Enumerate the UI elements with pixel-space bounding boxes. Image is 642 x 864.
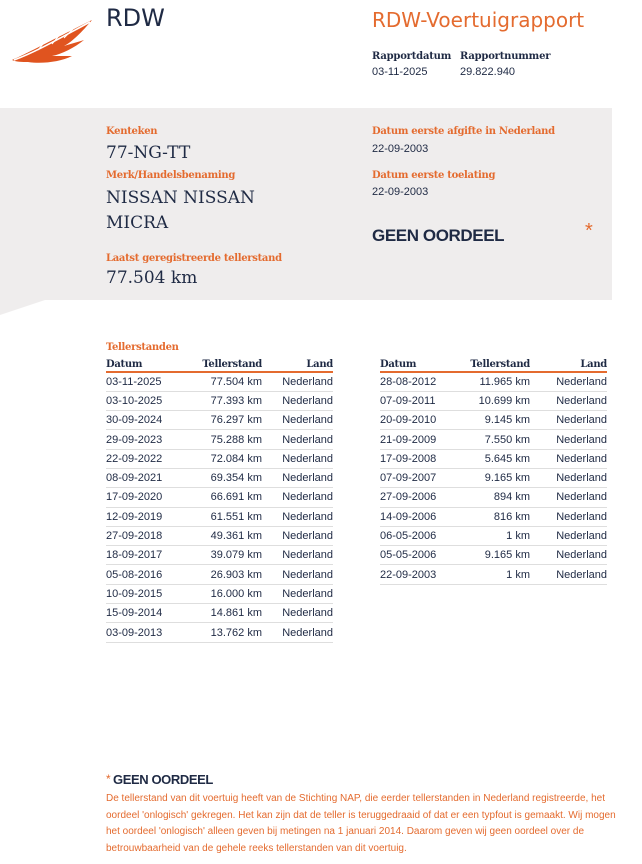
row-km: 894 km xyxy=(460,488,530,507)
row-land: Nederland xyxy=(530,526,607,545)
row-date: 29-09-2023 xyxy=(106,430,186,449)
verdict-asterisk: * xyxy=(585,220,593,242)
row-land: Nederland xyxy=(530,488,607,507)
row-land: Nederland xyxy=(530,546,607,565)
table-row xyxy=(106,623,333,642)
row-land: Nederland xyxy=(262,430,333,449)
row-land: Nederland xyxy=(262,468,333,487)
row-date: 03-11-2025 xyxy=(106,372,186,391)
row-km: 77.393 km xyxy=(186,391,262,410)
footnote-text: De tellerstand van dit voertuig heeft van de Stichting NAP, die eerder tellerstanden in Nederland registreerde, het oordeel 'onlogisch' gekregen. Het kan zijn dat de teller is teruggedraaid of dat er een typfout is gemaakt. Wij mogen het oordeel 'onlogisch' alleen geven bij metingen na 1 januari 2014. Daarom geven wij geen oordeel over de betrouwbaarheid van de gehele reeks tellerstanden van dit voertuig. xyxy=(106,793,616,854)
odometer-section-title: Tellerstanden xyxy=(106,342,179,353)
footnote-title: GEEN OORDEEL xyxy=(113,772,213,787)
row-date: 27-09-2006 xyxy=(380,488,460,507)
row-km: 5.645 km xyxy=(460,449,530,468)
row-date: 20-09-2010 xyxy=(380,411,460,430)
table-row xyxy=(380,449,607,468)
row-km: 9.165 km xyxy=(460,468,530,487)
row-date: 05-08-2016 xyxy=(106,565,186,584)
row-date: 15-09-2014 xyxy=(106,604,186,623)
table-row xyxy=(106,565,333,584)
table-row xyxy=(106,604,333,623)
report-title: RDW-Voertuigrapport xyxy=(372,8,585,32)
table-row xyxy=(380,526,607,545)
row-date: 28-08-2012 xyxy=(380,372,460,391)
plate-label: Kenteken xyxy=(106,126,158,137)
row-km: 7.550 km xyxy=(460,430,530,449)
table-row xyxy=(106,430,333,449)
report-number-label: Rapportnummer xyxy=(460,51,551,62)
row-land: Nederland xyxy=(262,488,333,507)
table-row xyxy=(380,546,607,565)
odometer-label: Laatst geregistreerde tellerstand xyxy=(106,253,282,264)
make-line-1: NISSAN NISSAN xyxy=(106,188,255,208)
row-km: 816 km xyxy=(460,507,530,526)
table-row xyxy=(380,411,607,430)
row-date: 27-09-2018 xyxy=(106,526,186,545)
row-land: Nederland xyxy=(262,604,333,623)
panel-fold-decoration xyxy=(0,299,48,315)
row-date: 03-09-2013 xyxy=(106,623,186,642)
row-date: 06-05-2006 xyxy=(380,526,460,545)
row-land: Nederland xyxy=(262,372,333,391)
rdw-logo-icon xyxy=(8,16,96,66)
row-km: 1 km xyxy=(460,565,530,584)
verdict-value: GEEN OORDEEL xyxy=(372,226,505,245)
table-row xyxy=(106,449,333,468)
row-date: 08-09-2021 xyxy=(106,468,186,487)
table-row xyxy=(106,468,333,487)
row-land: Nederland xyxy=(262,546,333,565)
row-km: 61.551 km xyxy=(186,507,262,526)
row-km: 16.000 km xyxy=(186,584,262,603)
table-row xyxy=(380,488,607,507)
row-land: Nederland xyxy=(530,430,607,449)
plate-value: 77-NG-TT xyxy=(106,143,191,163)
table-header-row xyxy=(106,358,333,372)
row-land: Nederland xyxy=(530,565,607,584)
row-km: 11.965 km xyxy=(460,372,530,391)
row-land: Nederland xyxy=(262,449,333,468)
row-km: 72.084 km xyxy=(186,449,262,468)
table-header-row xyxy=(380,358,607,372)
row-land: Nederland xyxy=(530,372,607,391)
row-land: Nederland xyxy=(530,507,607,526)
col-header-land: Land xyxy=(262,358,333,372)
row-km: 66.691 km xyxy=(186,488,262,507)
row-km: 10.699 km xyxy=(460,391,530,410)
row-date: 10-09-2015 xyxy=(106,584,186,603)
report-date: 03-11-2025 xyxy=(372,66,428,78)
row-date: 17-09-2008 xyxy=(380,449,460,468)
table-row xyxy=(106,526,333,545)
first-issue-nl-value: 22-09-2003 xyxy=(372,143,429,155)
table-row xyxy=(106,584,333,603)
col-header-land: Land xyxy=(530,358,607,372)
row-km: 14.861 km xyxy=(186,604,262,623)
row-date: 17-09-2020 xyxy=(106,488,186,507)
row-land: Nederland xyxy=(262,411,333,430)
first-issue-nl-label: Datum eerste afgifte in Nederland xyxy=(372,126,555,137)
row-date: 14-09-2006 xyxy=(380,507,460,526)
row-date: 03-10-2025 xyxy=(106,391,186,410)
table-row xyxy=(380,565,607,584)
table-row xyxy=(106,507,333,526)
row-km: 26.903 km xyxy=(186,565,262,584)
report-number: 29.822.940 xyxy=(460,66,516,78)
first-admission-label: Datum eerste toelating xyxy=(372,170,496,181)
row-land: Nederland xyxy=(530,449,607,468)
first-admission-value: 22-09-2003 xyxy=(372,186,429,198)
row-land: Nederland xyxy=(262,391,333,410)
row-km: 75.288 km xyxy=(186,430,262,449)
row-date: 12-09-2019 xyxy=(106,507,186,526)
table-row xyxy=(106,372,333,391)
row-date: 07-09-2011 xyxy=(380,391,460,410)
row-date: 30-09-2024 xyxy=(106,411,186,430)
row-land: Nederland xyxy=(262,565,333,584)
table-row xyxy=(380,372,607,391)
row-date: 22-09-2003 xyxy=(380,565,460,584)
row-km: 9.165 km xyxy=(460,546,530,565)
row-date: 22-09-2022 xyxy=(106,449,186,468)
table-row xyxy=(106,488,333,507)
row-km: 9.145 km xyxy=(460,411,530,430)
table-row xyxy=(106,391,333,410)
row-km: 76.297 km xyxy=(186,411,262,430)
row-km: 77.504 km xyxy=(186,372,262,391)
row-land: Nederland xyxy=(262,584,333,603)
col-header-km: Tellerstand xyxy=(186,358,262,372)
row-date: 18-09-2017 xyxy=(106,546,186,565)
row-km: 39.079 km xyxy=(186,546,262,565)
row-land: Nederland xyxy=(262,507,333,526)
table-row xyxy=(380,430,607,449)
row-km: 69.354 km xyxy=(186,468,262,487)
row-land: Nederland xyxy=(530,391,607,410)
make-line-2: MICRA xyxy=(106,213,169,233)
col-header-date: Datum xyxy=(380,358,460,372)
odometer-table-right xyxy=(380,358,607,585)
footnote-asterisk: * xyxy=(106,772,111,786)
odometer-value: 77.504 km xyxy=(106,268,198,288)
table-row xyxy=(106,546,333,565)
col-header-date: Datum xyxy=(106,358,186,372)
row-date: 07-09-2007 xyxy=(380,468,460,487)
row-land: Nederland xyxy=(262,623,333,642)
brand-name: RDW xyxy=(106,4,165,32)
row-km: 13.762 km xyxy=(186,623,262,642)
row-land: Nederland xyxy=(530,468,607,487)
col-header-km: Tellerstand xyxy=(460,358,530,372)
row-land: Nederland xyxy=(262,526,333,545)
table-row xyxy=(106,411,333,430)
odometer-table-left xyxy=(106,358,333,643)
make-label: Merk/Handelsbenaming xyxy=(106,170,236,181)
table-row xyxy=(380,391,607,410)
table-row xyxy=(380,507,607,526)
row-date: 05-05-2006 xyxy=(380,546,460,565)
row-km: 1 km xyxy=(460,526,530,545)
table-row xyxy=(380,468,607,487)
row-date: 21-09-2009 xyxy=(380,430,460,449)
row-km: 49.361 km xyxy=(186,526,262,545)
row-land: Nederland xyxy=(530,411,607,430)
report-date-label: Rapportdatum xyxy=(372,51,452,62)
